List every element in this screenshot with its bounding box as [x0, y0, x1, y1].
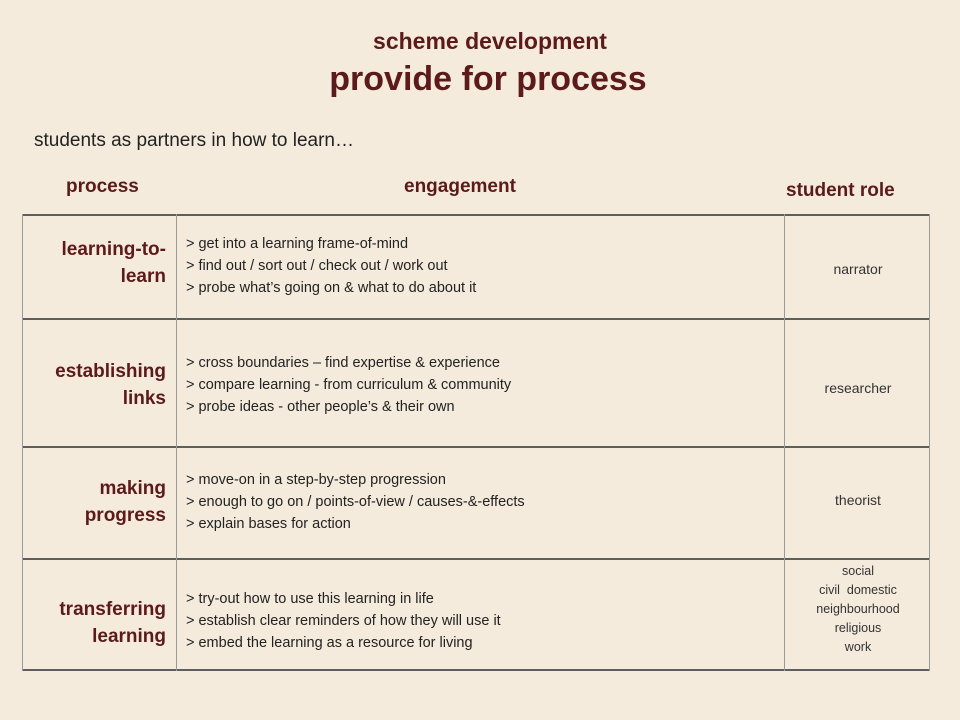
- process-cell: [24, 216, 166, 310]
- table-row: [22, 560, 930, 669]
- process-cell: [24, 320, 166, 450]
- engagement-line: > compare learning - from curriculum & community: [186, 377, 512, 393]
- role-cell: [786, 320, 930, 456]
- role-line: neighbourhood: [816, 601, 900, 616]
- process-cell: [24, 448, 166, 556]
- role-line: theorist: [835, 492, 881, 508]
- role-line: work: [844, 639, 872, 654]
- table-row: [22, 448, 930, 558]
- engagement-line: > enough to go on / points-of-view / causes-&-effects: [186, 494, 525, 510]
- process-line: progress: [84, 505, 166, 526]
- engagement-line: > get into a learning frame-of-mind: [186, 236, 409, 252]
- engagement-line: > explain bases for action: [186, 516, 351, 532]
- process-table: [22, 214, 930, 670]
- page-title: provide for process: [329, 60, 647, 98]
- process-line: transferring: [59, 599, 166, 620]
- engagement-line: > probe what’s going on & what to do about it: [186, 280, 477, 296]
- process-line: learning-to-: [61, 239, 166, 260]
- engagement-cell: [186, 320, 776, 450]
- role-cell: [786, 216, 930, 322]
- role-line: social: [842, 563, 874, 578]
- engagement-cell: [186, 448, 776, 556]
- engagement-line: > establish clear reminders of how they will use it: [186, 613, 501, 629]
- process-line: making: [99, 478, 166, 499]
- process-line: learn: [120, 266, 166, 287]
- role-line: civil domestic: [819, 582, 897, 597]
- role-cell: [786, 560, 930, 658]
- role-cell: [786, 448, 930, 552]
- table-row: [22, 320, 930, 446]
- table-row: [22, 216, 930, 318]
- process-cell: [24, 560, 166, 686]
- intro-text: students as partners in how to learn…: [34, 130, 355, 151]
- role-line: researcher: [824, 380, 892, 396]
- page-subtitle: scheme development: [373, 28, 607, 54]
- engagement-line: > probe ideas - other people’s & their own: [186, 399, 455, 415]
- engagement-cell: [186, 216, 776, 316]
- column-header-student-role: student role: [786, 180, 895, 201]
- process-line: links: [122, 388, 166, 409]
- engagement-line: > try-out how to use this learning in life: [186, 591, 434, 607]
- engagement-line: > find out / sort out / check out / work out: [186, 258, 448, 274]
- process-line: establishing: [55, 361, 166, 382]
- engagement-line: > move-on in a step-by-step progression: [186, 472, 446, 488]
- column-header-process: process: [66, 176, 139, 197]
- process-line: learning: [92, 626, 166, 647]
- role-line: religious: [834, 620, 882, 635]
- engagement-line: > cross boundaries – find expertise & experience: [186, 355, 500, 371]
- column-header-engagement: engagement: [404, 176, 516, 197]
- engagement-cell: [186, 560, 776, 682]
- engagement-line: > embed the learning as a resource for living: [186, 635, 473, 651]
- role-line: narrator: [833, 261, 883, 277]
